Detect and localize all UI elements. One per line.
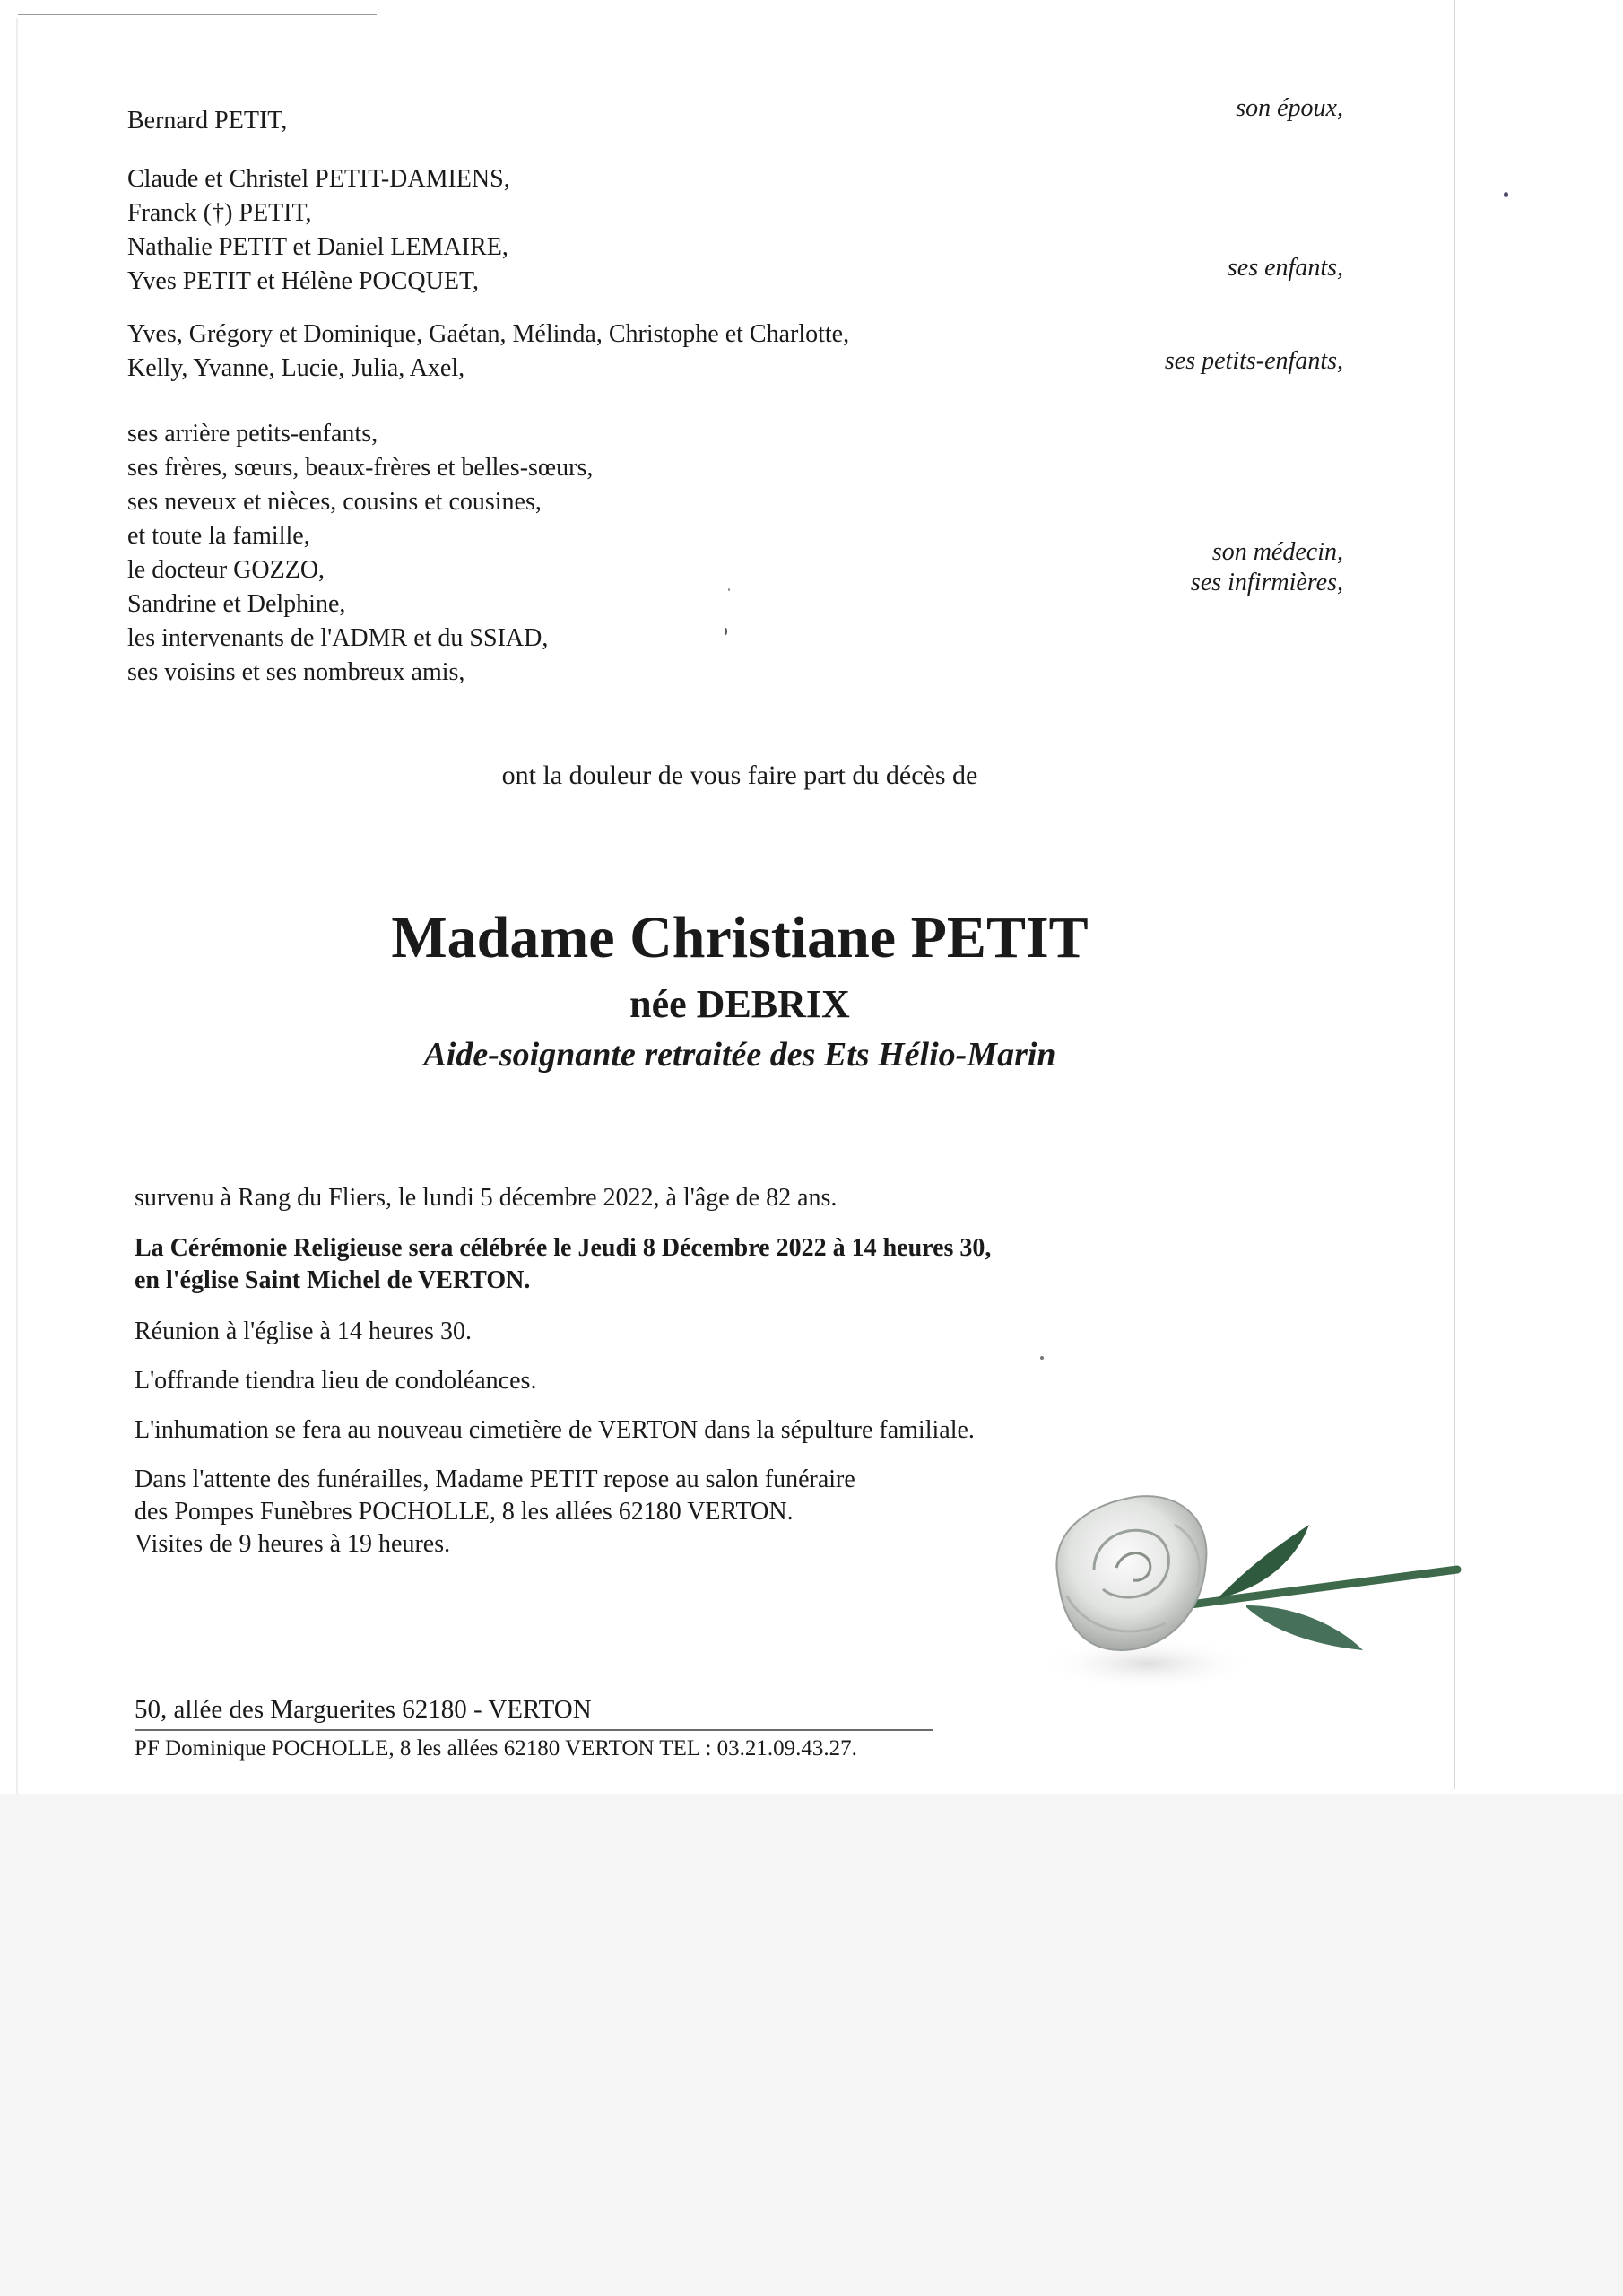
meeting-details: Réunion à l'église à 14 heures 30. xyxy=(135,1318,472,1345)
children-list xyxy=(127,162,510,299)
scan-speck xyxy=(1504,192,1508,197)
family-address: 50, allée des Marguerites 62180 - VERTON xyxy=(135,1695,592,1724)
viewing-line: Dans l'attente des funérailles, Madame PETIT repose au salon funéraire xyxy=(135,1465,855,1493)
announcement-intro: ont la douleur de vous faire part du décès de xyxy=(501,761,978,790)
funeral-home-info: PF Dominique POCHOLLE, 8 les allées 62180 VERTON TEL : 03.21.09.43.27. xyxy=(135,1736,857,1761)
child-name: Claude et Christel PETIT-DAMIENS, xyxy=(127,165,510,193)
scan-bottom-margin xyxy=(0,1794,1623,2296)
relative-line: ses frères, sœurs, beaux-frères et belles-sœurs, xyxy=(127,454,594,482)
viewing-line: Visites de 9 heures à 19 heures. xyxy=(135,1530,451,1558)
children-role: ses enfants, xyxy=(1227,254,1343,282)
relative-line: ses voisins et ses nombreux amis, xyxy=(127,658,465,686)
ceremony-line: en l'église Saint Michel de VERTON. xyxy=(135,1266,531,1294)
spouse-name: Bernard PETIT, xyxy=(127,107,288,135)
occupation: Aide-soignante retraitée des Ets Hélio-Marin xyxy=(423,1036,1056,1074)
viewing-details xyxy=(135,1464,855,1561)
child-name: Yves PETIT et Hélène POCQUET, xyxy=(127,267,479,295)
nurses-role: ses infirmières, xyxy=(1190,569,1343,596)
relative-line: les intervenants de l'ADMR et du SSIAD, xyxy=(127,624,549,652)
relative-line: le docteur GOZZO, xyxy=(127,556,325,584)
spouse-role: son époux, xyxy=(1236,94,1343,122)
relative-line: Sandrine et Delphine, xyxy=(127,590,346,618)
maiden-name: née DEBRIX xyxy=(629,982,850,1026)
burial-details: L'inhumation se fera au nouveau cimetière de VERTON dans la sépulture familiale. xyxy=(135,1416,975,1444)
deceased-name: Madame Christiane PETIT xyxy=(391,905,1089,970)
doctor-role: son médecin, xyxy=(1211,538,1343,566)
scan-speck xyxy=(725,628,727,635)
relative-line: ses arrière petits-enfants, xyxy=(127,420,378,448)
grandchildren-line: Kelly, Yvanne, Lucie, Julia, Axel, xyxy=(127,354,465,382)
viewing-line: des Pompes Funèbres POCHOLLE, 8 les allées 62180 VERTON. xyxy=(135,1498,794,1526)
relative-line: ses neveux et nièces, cousins et cousines, xyxy=(127,488,542,516)
ceremony-line: La Cérémonie Religieuse sera célébrée le Jeudi 8 Décembre 2022 à 14 heures 30, xyxy=(135,1234,992,1262)
other-relatives-list xyxy=(127,417,593,690)
death-details: survenu à Rang du Fliers, le lundi 5 décembre 2022, à l'âge de 82 ans. xyxy=(135,1184,838,1212)
white-rose-icon xyxy=(1040,1471,1462,1704)
footer-divider xyxy=(135,1729,933,1731)
scan-speck xyxy=(728,588,730,591)
ceremony-details xyxy=(135,1232,991,1297)
relative-line: et toute la famille, xyxy=(127,522,310,550)
child-name: Franck (†) PETIT, xyxy=(127,199,312,227)
scan-top-rule xyxy=(18,14,377,15)
grandchildren-list xyxy=(127,317,849,386)
grandchildren-role: ses petits-enfants, xyxy=(1164,347,1343,375)
grandchildren-line: Yves, Grégory et Dominique, Gaétan, Mélinda, Christophe et Charlotte, xyxy=(127,320,850,348)
child-name: Nathalie PETIT et Daniel LEMAIRE, xyxy=(127,233,508,261)
scan-speck xyxy=(1040,1356,1044,1360)
offering-details: L'offrande tiendra lieu de condoléances. xyxy=(135,1367,537,1395)
